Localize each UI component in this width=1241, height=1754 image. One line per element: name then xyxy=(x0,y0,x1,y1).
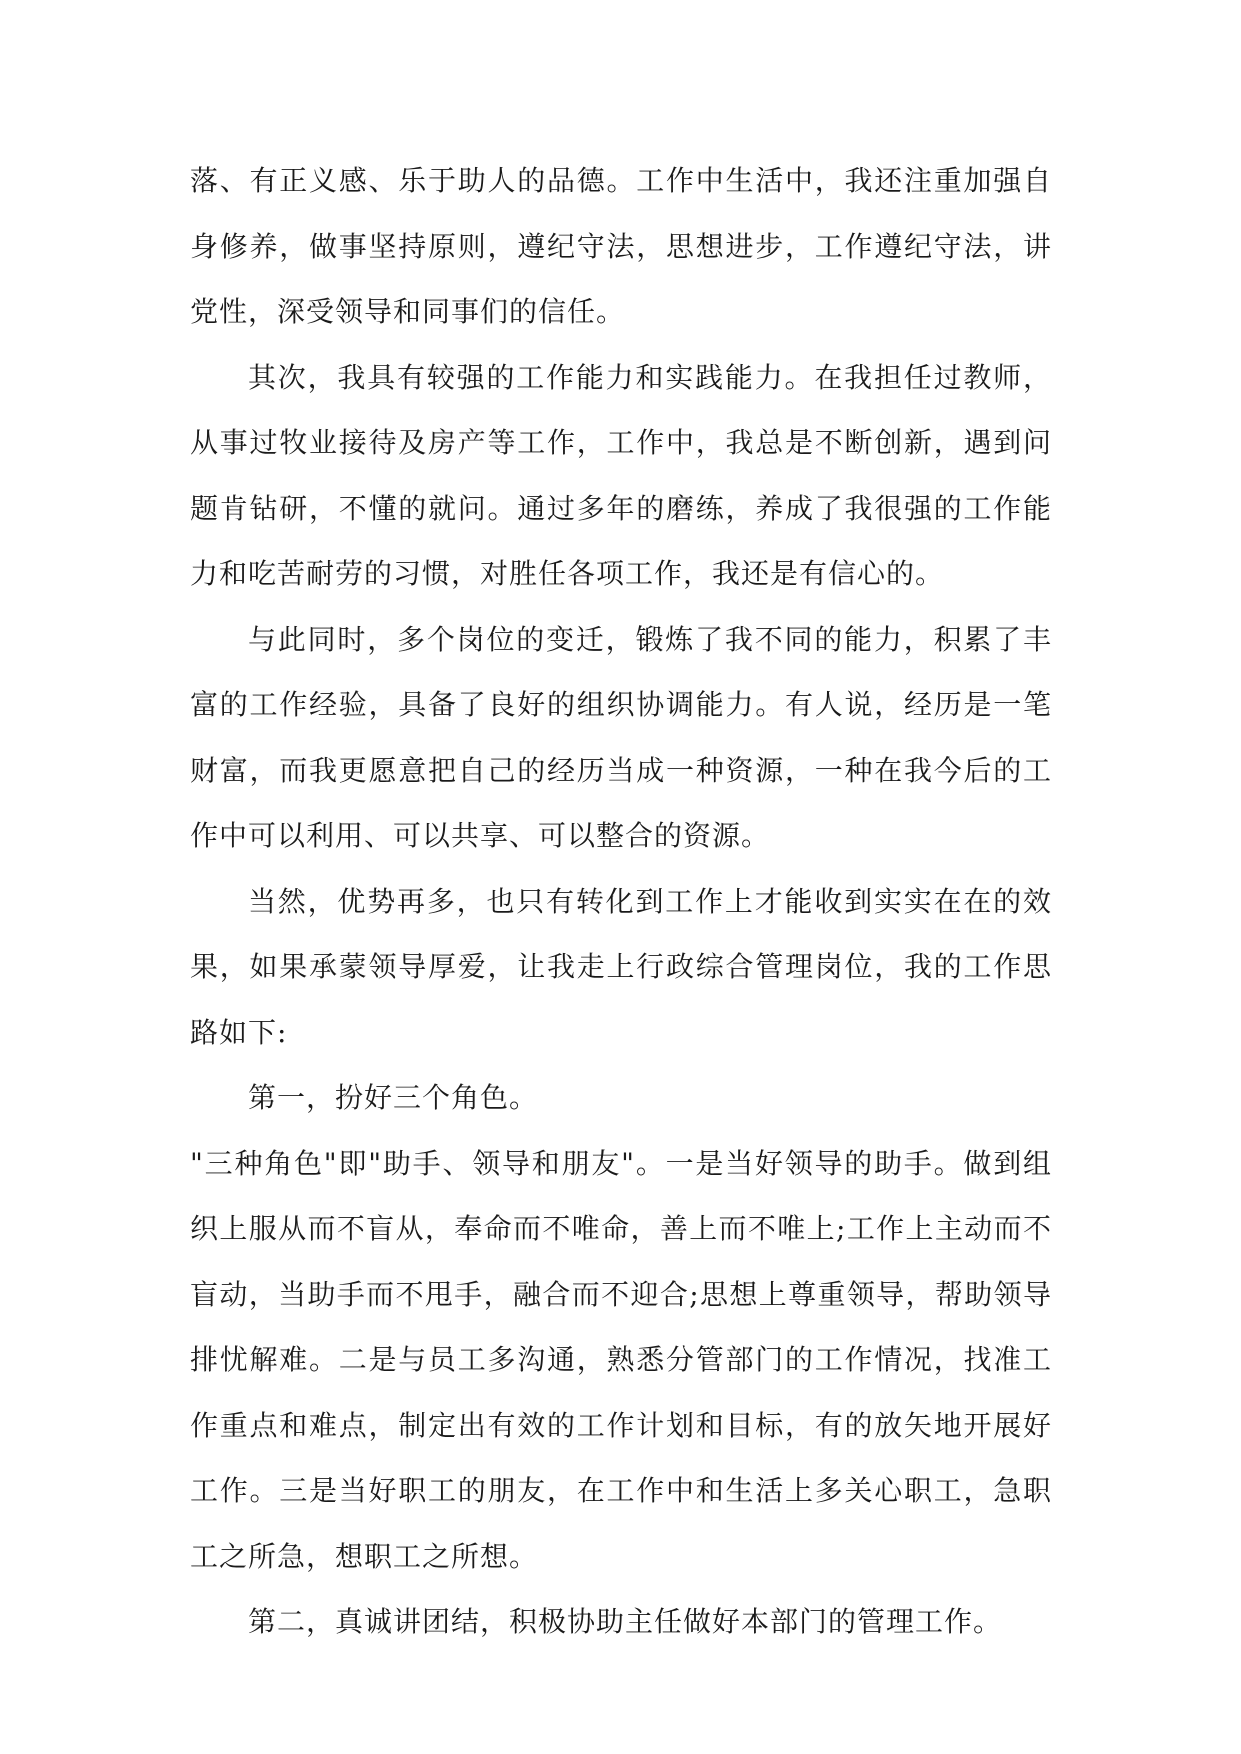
document-body xyxy=(190,148,1052,1655)
paragraph-6: "三种角色"即"助手、领导和朋友"。一是当好领导的助手。做到组织上服从而不盲从，奉命而不唯命，善上而不唯上;工作上主动而不盲动，当助手而不甩手，融合而不迎合;思想上尊重领导，帮助领导排忧解难。二是与员工多沟通，熟悉分管部门的工作情况，找准工作重点和难点，制定出有效的工作计划和目标，有的放矢地开展好工作。三是当好职工的朋友，在工作中和生活上多关心职工，急职工之所急，想职工之所想。 xyxy=(190,1146,1052,1573)
paragraph-3: 与此同时，多个岗位的变迁，锻炼了我不同的能力，积累了丰富的工作经验，具备了良好的组织协调能力。有人说，经历是一笔财富，而我更愿意把自己的经历当成一种资源，一种在我今后的工作中可以利用、可以共享、可以整合的资源。 xyxy=(190,622,1052,852)
paragraph-5: 第一，扮好三个角色。 xyxy=(248,1081,539,1114)
paragraph-7: 第二，真诚讲团结，积极协助主任做好本部门的管理工作。 xyxy=(248,1605,1003,1638)
paragraph-4: 当然，优势再多，也只有转化到工作上才能收到实实在在的效果，如果承蒙领导厚爱，让我走上行政综合管理岗位，我的工作思路如下: xyxy=(190,884,1052,1049)
paragraph-1: 落、有正义感、乐于助人的品德。工作中生活中，我还注重加强自身修养，做事坚持原则，遵纪守法，思想进步，工作遵纪守法，讲党性，深受领导和同事们的信任。 xyxy=(190,164,1052,328)
paragraph-2: 其次，我具有较强的工作能力和实践能力。在我担任过教师，从事过牧业接待及房产等工作，工作中，我总是不断创新，遇到问题肯钻研，不懂的就问。通过多年的磨练，养成了我很强的工作能力和吃苦耐劳的习惯，对胜任各项工作，我还是有信心的。 xyxy=(190,360,1052,590)
